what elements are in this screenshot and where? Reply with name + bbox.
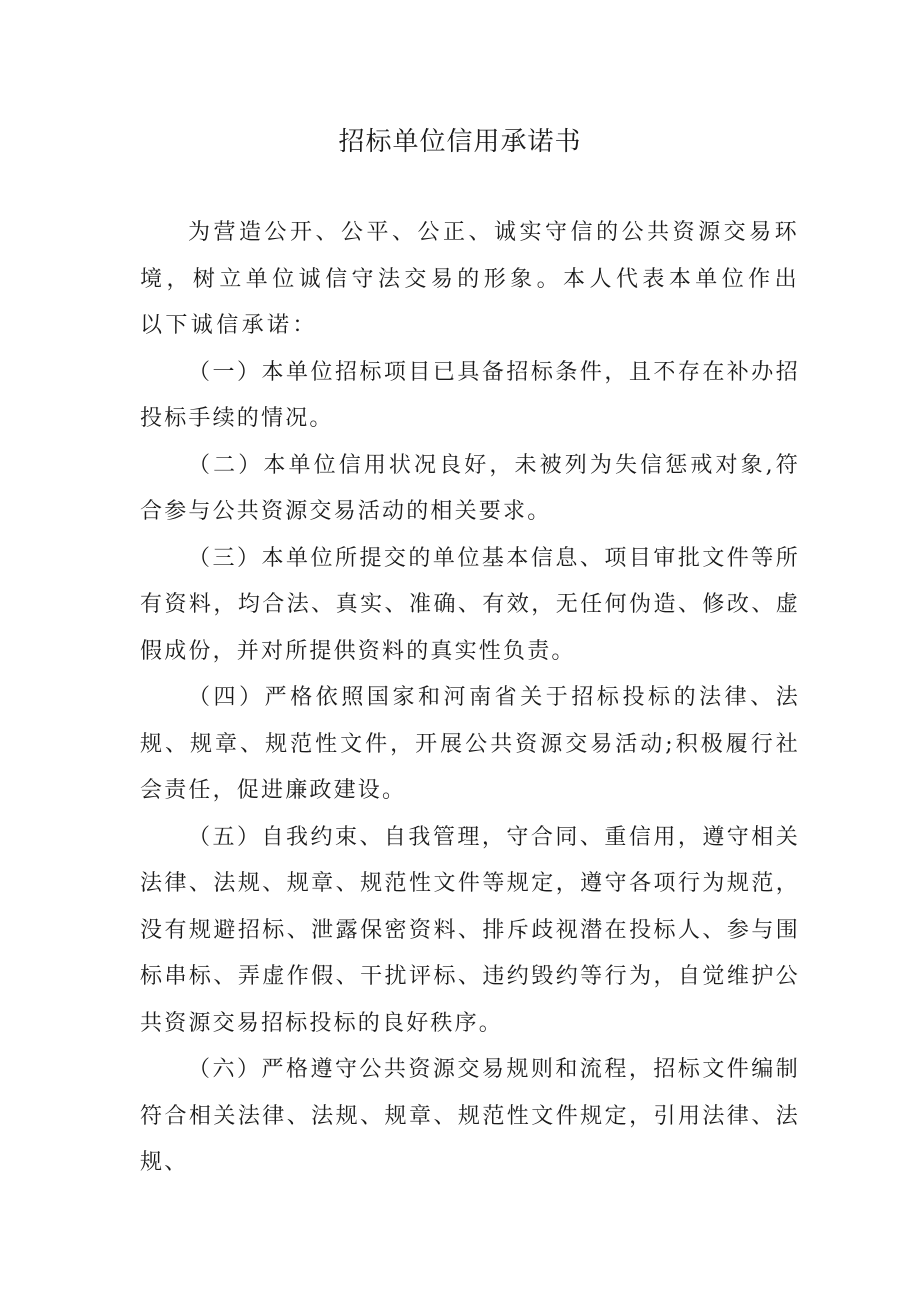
document-title: 招标单位信用承诺书	[338, 127, 582, 157]
commitment-item-3: （三）本单位所提交的单位基本信息、项目审批文件等所有资料，均合法、真实、准确、有效，无任何伪造、修改、虚假成份，并对所提供资料的真实性负责。	[140, 545, 800, 664]
intro-paragraph: 为营造公开、公平、公正、诚实守信的公共资源交易环境，树立单位诚信守法交易的形象。本人代表本单位作出以下诚信承诺：	[140, 220, 800, 338]
commitment-item-6: （六）严格遵守公共资源交易规则和流程，招标文件编制符合相关法律、法规、规章、规范性文件规定，引用法律、法规、	[140, 1057, 800, 1175]
commitment-item-1: （一）本单位招标项目已具备招标条件，且不存在补办招投标手续的情况。	[140, 359, 800, 431]
commitment-item-4: （四）严格依照国家和河南省关于招标投标的法律、法规、规章、规范性文件，开展公共资源交易活动;积极履行社会责任，促进廉政建设。	[140, 685, 800, 803]
commitment-item-5: （五）自我约束、自我管理，守合同、重信用，遵守相关法律、法规、规章、规范性文件等规定，遵守各项行为规范，没有规避招标、泄露保密资料、排斥歧视潜在投标人、参与围标串标、弄虚作假、干扰评标、违约毁约等行为，自觉维护公共资源交易招标投标的良好秩序。	[140, 824, 800, 1036]
document-body	[140, 210, 800, 1187]
commitment-item-2: （二）本单位信用状况良好，未被列为失信惩戒对象,符合参与公共资源交易活动的相关要求。	[140, 452, 800, 524]
